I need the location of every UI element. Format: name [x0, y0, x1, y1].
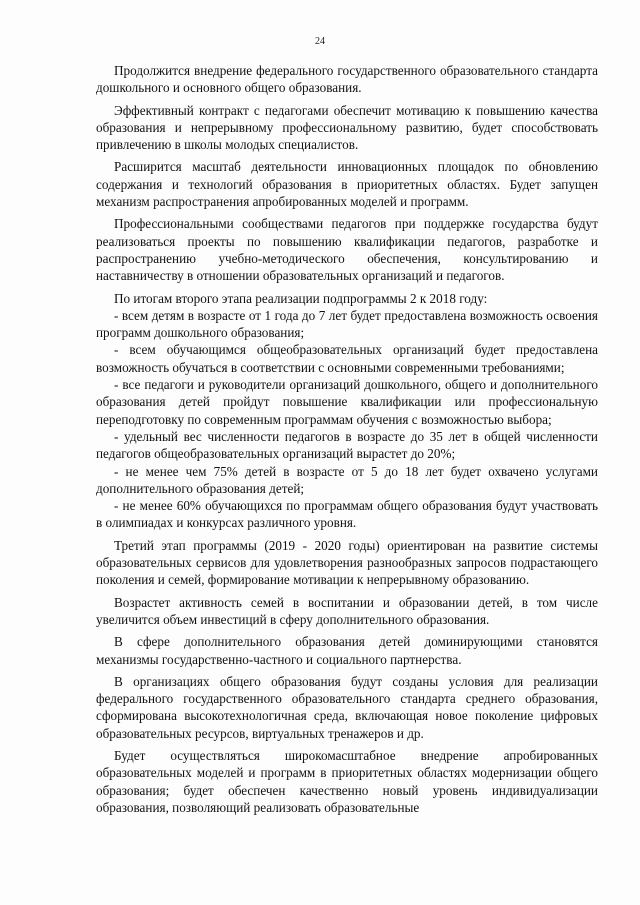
- paragraph: Расширится масштаб деятельности инновационных площадок по обновлению содержания и технологий образования в приоритетных областях. Будет запущен механизм распространения апробированных моделей и программ.: [96, 159, 598, 210]
- paragraph: Третий этап программы (2019 - 2020 годы) ориентирован на развитие системы образовательных сервисов для удовлетворения разнообразных запросов подрастающего поколения и семей, формирование мотивации к непрерывному образованию.: [96, 537, 598, 588]
- paragraph: В сфере дополнительного образования детей доминирующими становятся механизмы государственно-частного и социального партнерства.: [96, 634, 598, 667]
- list-item: - не менее чем 75% детей в возрасте от 5 до 18 лет будет охвачено услугами дополнительного образования детей;: [96, 463, 598, 496]
- document-body: [96, 62, 598, 821]
- paragraph: Эффективный контракт с педагогами обеспечит мотивацию к повышению качества образования и непрерывному профессиональному развитию, будет способствовать привлечению в школы молодых специалистов.: [96, 102, 598, 153]
- paragraph: Будет осуществляться широкомасштабное внедрение апробированных образовательных моделей и программ в приоритетных областях модернизации общего образования; будет обеспечен качественно новый уровень индивидуализации образования, позволяющий реализовать образовательные: [96, 747, 598, 815]
- list-item: - все педагоги и руководители организаций дошкольного, общего и дополнительного образования детей пройдут повышение квалификации или профессиональную переподготовку по современным программам обучения с возможностью выбора;: [96, 377, 598, 427]
- paragraph: В организациях общего образования будут созданы условия для реализации федерального государственного образовательного стандарта среднего образования, сформирована высокотехнологичная среда, включающая новое поколение цифровых образовательных ресурсов, виртуальных тренажеров и др.: [96, 673, 598, 741]
- paragraph: Продолжится внедрение федерального государственного образовательного стандарта дошкольного и основного общего образования.: [96, 63, 598, 96]
- list-item: - не менее 60% обучающихся по программам общего образования будут участвовать в олимпиадах и конкурсах различного уровня.: [96, 498, 598, 531]
- page-number: 24: [315, 36, 325, 47]
- list-item: - всем обучающимся общеобразовательных организаций будет предоставлена возможность обучаться в соответствии с основными современными требованиями;: [96, 342, 598, 375]
- list-item: - всем детям в возрасте от 1 года до 7 лет будет предоставлена возможность освоения программ дошкольного образования;: [96, 307, 598, 341]
- paragraph: Профессиональными сообществами педагогов при поддержке государства будут реализоваться проекты по повышению квалификации педагогов, разработке и распространению учебно-методического обеспечения, консультированию и наставничеству в отношении образовательных организаций и педагогов.: [96, 216, 598, 284]
- list-item: - удельный вес численности педагогов в возрасте до 35 лет в общей численности педагогов общеобразовательных организаций вырастет до 20%;: [96, 428, 598, 462]
- paragraph: Возрастет активность семей в воспитании и образовании детей, в том числе увеличится объем инвестиций в сферу дополнительного образования.: [96, 594, 598, 627]
- paragraph: По итогам второго этапа реализации подпрограммы 2 к 2018 году:: [114, 290, 488, 306]
